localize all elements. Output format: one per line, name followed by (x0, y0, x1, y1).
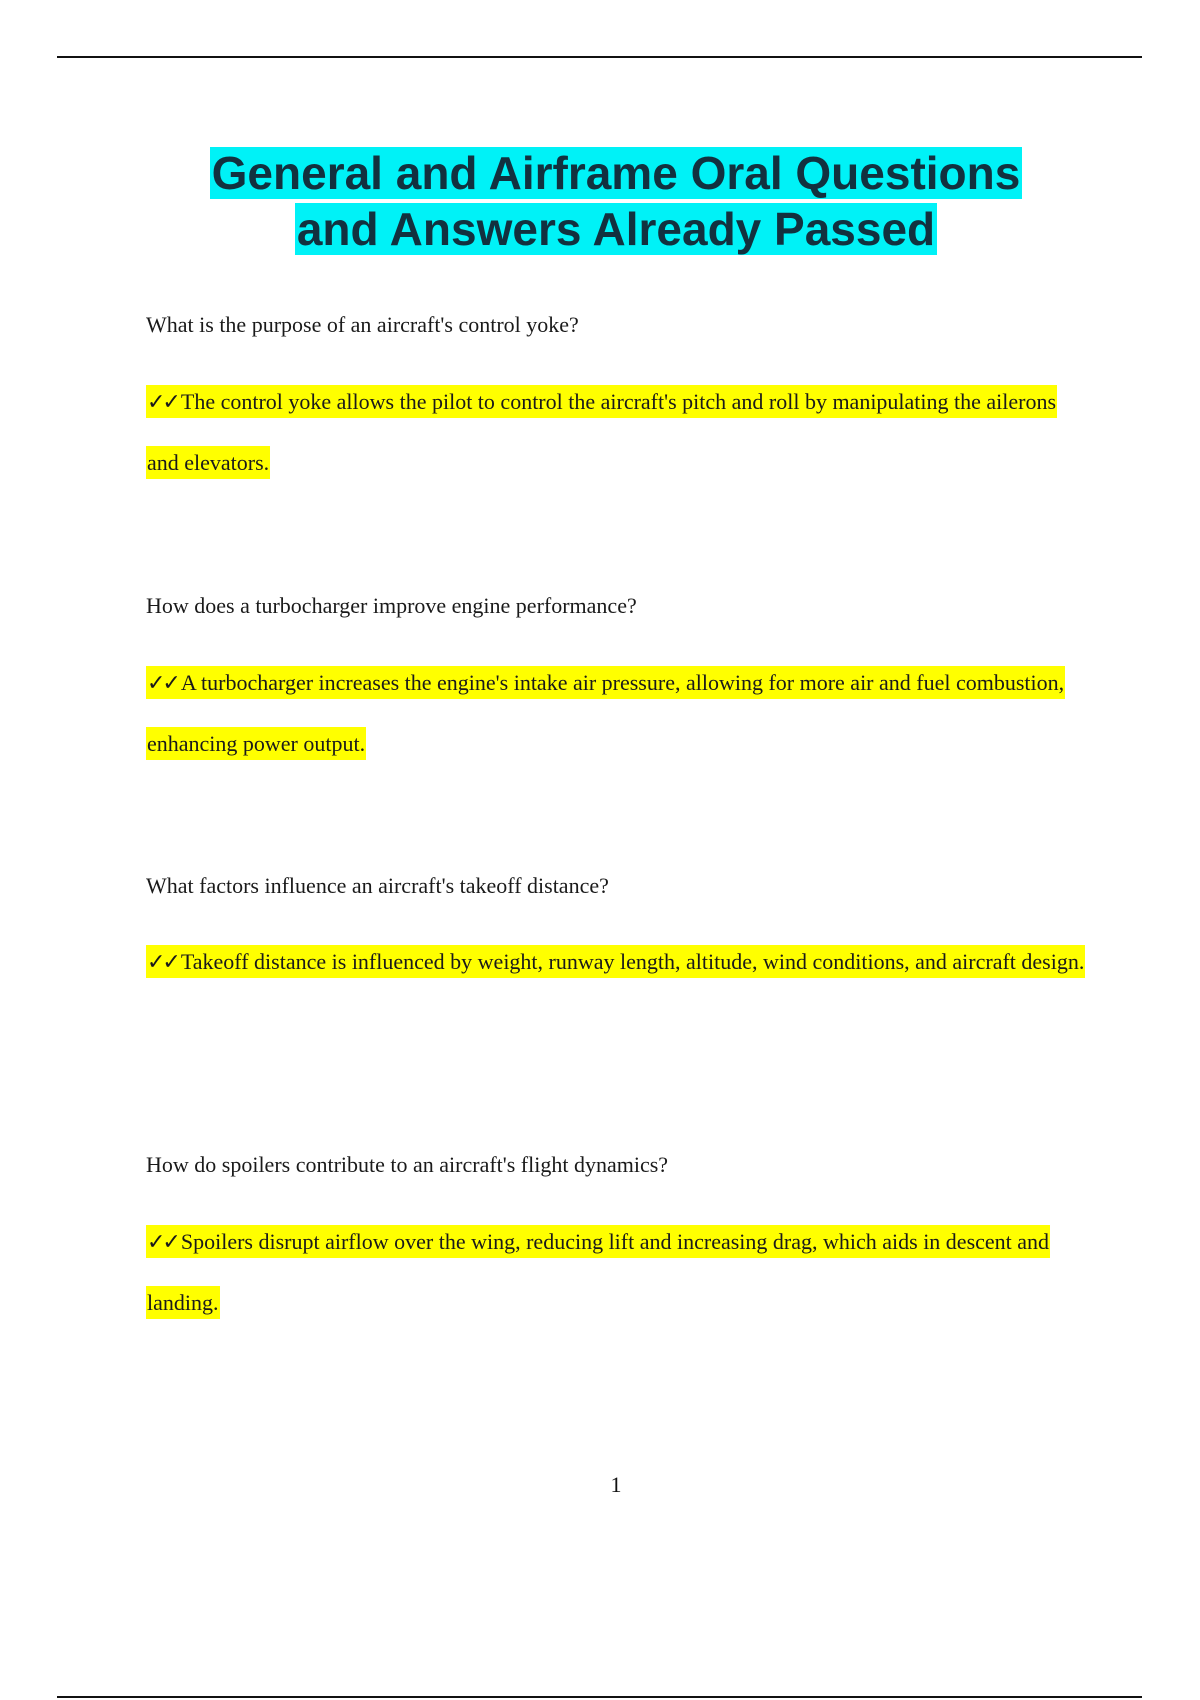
question-4: How do spoilers contribute to an aircraft's flight dynamics? (146, 1152, 669, 1177)
answer-4-highlight (146, 1225, 1050, 1319)
answer-4-text: Spoilers disrupt airflow over the wing, reducing lift and increasing drag, which aids in descent and landing. (147, 1229, 1050, 1315)
page-number: 1 (610, 1472, 622, 1497)
question-1: What is the purpose of an aircraft's control yoke? (146, 312, 579, 337)
answer-2 (146, 653, 1086, 774)
check-mark-icon: ✓✓ (147, 1230, 178, 1255)
check-mark-icon: ✓✓ (147, 950, 178, 975)
answer-1-text: The control yoke allows the pilot to control the aircraft's pitch and roll by manipulating the ailerons and elevators. (147, 389, 1057, 475)
check-mark-icon: ✓✓ (147, 671, 178, 696)
answer-4 (146, 1212, 1086, 1333)
answer-2-text: A turbocharger increases the engine's intake air pressure, allowing for more air and fuel combustion, enhancing power output. (147, 670, 1065, 756)
answer-3-highlight (146, 945, 1085, 978)
question-3: What factors influence an aircraft's takeoff distance? (146, 873, 609, 898)
check-mark-icon: ✓✓ (147, 390, 178, 415)
answer-2-highlight (146, 666, 1065, 760)
answer-1-highlight (146, 385, 1057, 479)
answer-1 (146, 372, 1086, 493)
bottom-rule (57, 1696, 1142, 1698)
top-rule (57, 56, 1142, 58)
answer-3 (146, 932, 1086, 993)
question-2: How does a turbocharger improve engine performance? (146, 593, 637, 618)
title-line-1: General and Airframe Oral Questions (211, 147, 1021, 199)
answer-3-text: Takeoff distance is influenced by weight, runway length, altitude, wind conditions, and aircraft design. (180, 949, 1085, 974)
document-title (0, 145, 1200, 257)
title-line-2: and Answers Already Passed (296, 203, 936, 255)
